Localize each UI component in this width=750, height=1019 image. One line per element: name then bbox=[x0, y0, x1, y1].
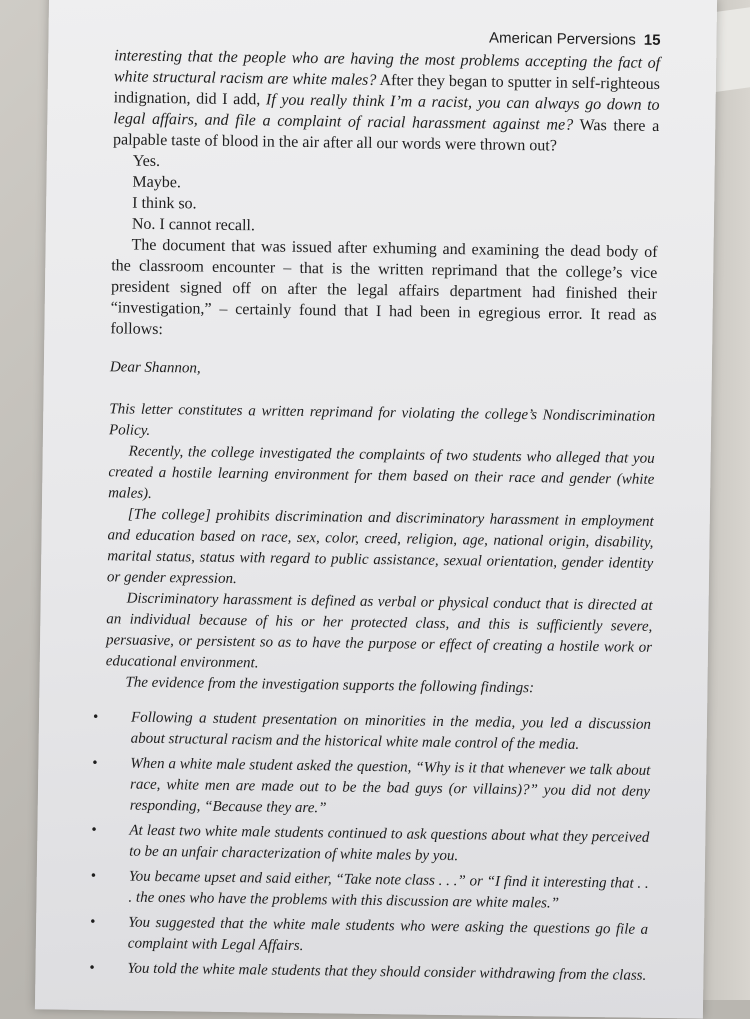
opening-narration: After they began to sputter in self-righteous indignation, did I add, bbox=[113, 71, 661, 109]
bullet-icon: • bbox=[89, 960, 95, 977]
book-page bbox=[35, 0, 717, 1019]
page-number: 15 bbox=[643, 31, 661, 49]
running-head-title: American Perversions bbox=[488, 29, 636, 49]
running-head bbox=[114, 24, 660, 49]
bullet-icon: • bbox=[90, 868, 97, 885]
finding-text: At least two white male students continued to ask questions about what they perceived to be an unfair characterization of white males by you. bbox=[129, 822, 650, 865]
finding-text: When a white male student asked the question, “Why is it that whenever we talk about race, white men are made out to be the bad guys (or villains)?” you did not deny responding, “Because they are.” bbox=[129, 755, 651, 817]
body-text bbox=[110, 45, 660, 347]
bullet-icon: • bbox=[92, 709, 99, 726]
answer-line: Yes. bbox=[132, 152, 161, 170]
letter-paragraph: [The college] prohibits discrimination and discriminatory harassment in employment and education based on race, sex, color, creed, religion, age, national origin, disability, marital status, status with regard to public assistance, sexual orientation, gender identity or gender expression. bbox=[106, 506, 654, 588]
answer-line: Maybe. bbox=[132, 173, 182, 192]
opening-paragraph bbox=[113, 45, 660, 158]
opening-question: interesting that the people who are having the most problems accepting the fact of white structural racism are white males? bbox=[113, 47, 661, 89]
finding-text: You suggested that the white male students who were asking the questions go file a complaint with Legal Affairs. bbox=[127, 914, 649, 955]
letter-paragraph: Discriminatory harassment is defined as verbal or physical conduct that is directed at an individual because of his or her protected class, and this is sufficiently severe, persuasive, or persistent so as to have the purpose or effect of creating a hostile work or educational environment. bbox=[105, 590, 653, 672]
finding-item bbox=[90, 866, 649, 916]
letter-paragraph: Recently, the college investigated the complaints of two students who alleged that you created a hostile learning environment for them based on their race and gender (white males). bbox=[108, 443, 655, 502]
answer-line: No. I cannot recall. bbox=[131, 215, 256, 235]
finding-item bbox=[92, 753, 651, 824]
finding-item bbox=[92, 707, 652, 757]
findings-list bbox=[89, 707, 652, 987]
document-paragraph: The document that was issued after exhuming and examining the dead body of the classroom encounter – that is the written reprimand that the college’s vice president signed off on after the legal affairs department had finished their “investigation,” – certainly found that I had been in egregious error. It read as follows: bbox=[110, 236, 658, 339]
opening-quote: If you really think I’m a racist, you can always go down to legal affairs, and file a complaint of racial harassment against me? bbox=[113, 91, 660, 134]
finding-item bbox=[91, 820, 650, 870]
opening-closing: Was there a palpable taste of blood in the air after all our words were thrown out? bbox=[112, 116, 660, 155]
bullet-icon: • bbox=[92, 755, 98, 772]
bullet-icon: • bbox=[90, 914, 96, 931]
finding-item bbox=[89, 958, 647, 987]
finding-text: Following a student presentation on minorities in the media, you led a discussion about structural racism and the historical white male control of the media. bbox=[130, 709, 652, 753]
bullet-icon: • bbox=[91, 822, 97, 839]
reprimand-letter bbox=[89, 357, 656, 987]
answer-line: I think so. bbox=[132, 194, 197, 213]
letter-paragraph: The evidence from the investigation supports the following findings: bbox=[125, 674, 535, 697]
finding-text: You became upset and said either, “Take note class . . .” or “I find it interesting that . . . the ones who have the problems with this discussion are white males.” bbox=[128, 868, 649, 912]
finding-item bbox=[90, 912, 649, 962]
page-content bbox=[89, 24, 661, 991]
letter-salutation: Dear Shannon, bbox=[109, 359, 201, 377]
letter-paragraph: This letter constitutes a written reprimand for violating the college’s Nondiscrimination Policy. bbox=[108, 401, 656, 439]
finding-text: You told the white male students that they should consider withdrawing from the class. bbox=[127, 960, 647, 984]
